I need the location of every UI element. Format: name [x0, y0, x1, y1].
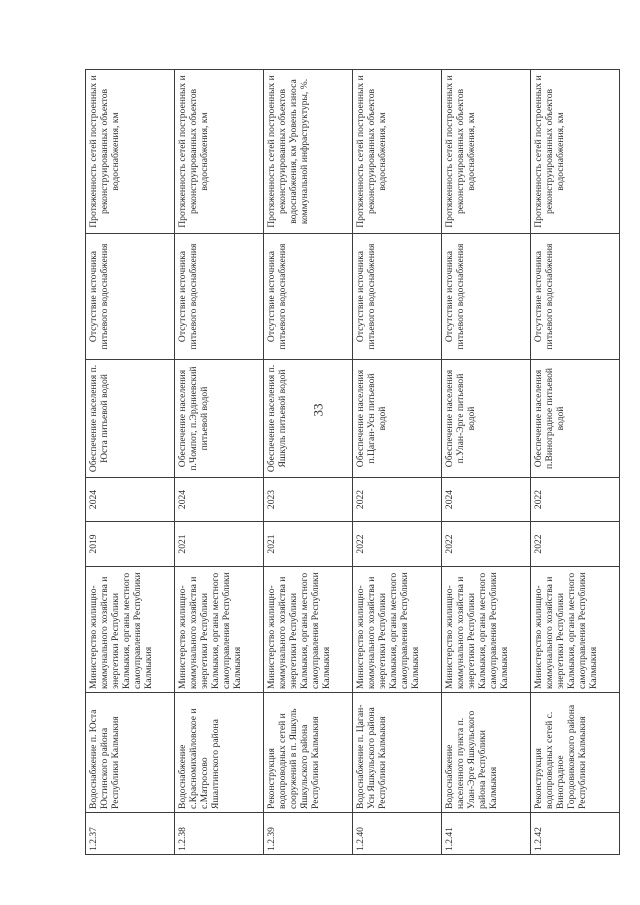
cell-problem: Отсутствие источника питьевого водоснабжения: [442, 234, 531, 360]
cell-problem: Отсутствие источника питьевого водоснабжения: [531, 234, 620, 360]
cell-problem: Отсутствие источника питьевого водоснабжения: [175, 234, 264, 360]
cell-start-year: 2021: [264, 522, 353, 567]
cell-executor: Министерство жилищно-коммунального хозяйства и энергетики Республики Калмыкия, органы местного самоуправления Республики Калмыкия: [442, 567, 531, 693]
cell-number: 1.2.41: [442, 813, 531, 855]
table-row: [175, 70, 264, 855]
cell-goal: Обеспечение населения п.Улан-Эрге питьевой водой: [442, 360, 531, 478]
cell-start-year: 2019: [86, 522, 175, 567]
cell-problem: Отсутствие источника питьевого водоснабжения: [264, 234, 353, 360]
cell-executor: Министерство жилищно-коммунального хозяйства и энергетики Республики Калмыкия, органы местного самоуправления Республики Калмыкия: [353, 567, 442, 693]
cell-end-year: 2022: [531, 478, 620, 522]
cell-end-year: 2024: [86, 478, 175, 522]
cell-executor: Министерство жилищно-коммунального хозяйства и энергетики Республики Калмыкия, органы местного самоуправления Республики Калмыкия: [264, 567, 353, 693]
cell-number: 1.2.38: [175, 813, 264, 855]
cell-indicator: Протяженность сетей построенных и реконструированных объектов водоснабжения, км: [86, 70, 175, 234]
cell-end-year: 2023: [264, 478, 353, 522]
cell-measure-name: Реконструкция водопроводных сетей с. Виноградное Городовиковского района Республики Калмыкия: [531, 693, 620, 813]
cell-goal: Обеспечение населения п. Яшкуль питьевой водой: [264, 360, 353, 478]
table-row: [353, 70, 442, 855]
cell-start-year: 2021: [175, 522, 264, 567]
table-row: [264, 70, 353, 855]
cell-start-year: 2022: [531, 522, 620, 567]
cell-indicator: Протяженность сетей построенных и реконструированных объектов водоснабжения, км Уровень износа коммунальной инфраструктуры, %.: [264, 70, 353, 234]
table-row: [531, 70, 620, 855]
cell-goal: Обеспечение населения п.Виноградное питьевой водой: [531, 360, 620, 478]
rotated-table-container: [85, 70, 620, 855]
cell-measure-name: Водоснабжение п. Цаган-Усн Яшкульского района Республики Калмыкия: [353, 693, 442, 813]
cell-end-year: 2022: [353, 478, 442, 522]
measures-table: [85, 69, 620, 855]
cell-executor: Министерство жилищно-коммунального хозяйства и энергетики Республики Калмыкия, органы местного самоуправления Республики Калмыкия: [531, 567, 620, 693]
cell-problem: Отсутствие источника питьевого водоснабжения: [86, 234, 175, 360]
cell-indicator: Протяженность сетей построенных и реконструированных объектов водоснабжения, км: [353, 70, 442, 234]
cell-number: 1.2.39: [264, 813, 353, 855]
cell-end-year: 2024: [175, 478, 264, 522]
cell-executor: Министерство жилищно-коммунального хозяйства и энергетики Республики Калмыкия, органы местного самоуправления Республики Калмыкия: [175, 567, 264, 693]
cell-indicator: Протяженность сетей построенных и реконструированных объектов водоснабжения, км: [531, 70, 620, 234]
cell-measure-name: Водоснабжение п. Юста Юстинского района Республики Калмыкия: [86, 693, 175, 813]
cell-end-year: 2024: [442, 478, 531, 522]
cell-goal: Обеспечение населения п.Чомпот, п.Эрдниевский питьевой водой: [175, 360, 264, 478]
cell-executor: Министерство жилищно-коммунального хозяйства и энергетики Республики Калмыкия, органы местного самоуправления Республики Калмыкия: [86, 567, 175, 693]
cell-problem: Отсутствие источника питьевого водоснабжения: [353, 234, 442, 360]
cell-start-year: 2022: [353, 522, 442, 567]
page-number: 33: [310, 403, 326, 417]
cell-measure-name: Реконструкция водопроводных сетей и сооружений в п. Яшкуль Яшкульского района Республики Калмыкия: [264, 693, 353, 813]
table-row: [442, 70, 531, 855]
cell-goal: Обеспечение населения п.Цаган-Усн питьевой водой: [353, 360, 442, 478]
cell-number: 1.2.42: [531, 813, 620, 855]
table-row: [86, 70, 175, 855]
cell-number: 1.2.40: [353, 813, 442, 855]
cell-measure-name: Водоснабжение с.Красномихайловское и с.Матросово Яшалтинского района: [175, 693, 264, 813]
cell-number: 1.2.37: [86, 813, 175, 855]
cell-indicator: Протяженность сетей построенных и реконструированных объектов водоснабжения, км: [175, 70, 264, 234]
cell-goal: Обеспечение населения п. Юста питьевой водой: [86, 360, 175, 478]
cell-indicator: Протяженность сетей построенных и реконструированных объектов водоснабжения, км: [442, 70, 531, 234]
cell-measure-name: Водоснабжение населенного пункта п. Улан-Эрге Яшкульского района Республики Калмыкия: [442, 693, 531, 813]
cell-start-year: 2022: [442, 522, 531, 567]
